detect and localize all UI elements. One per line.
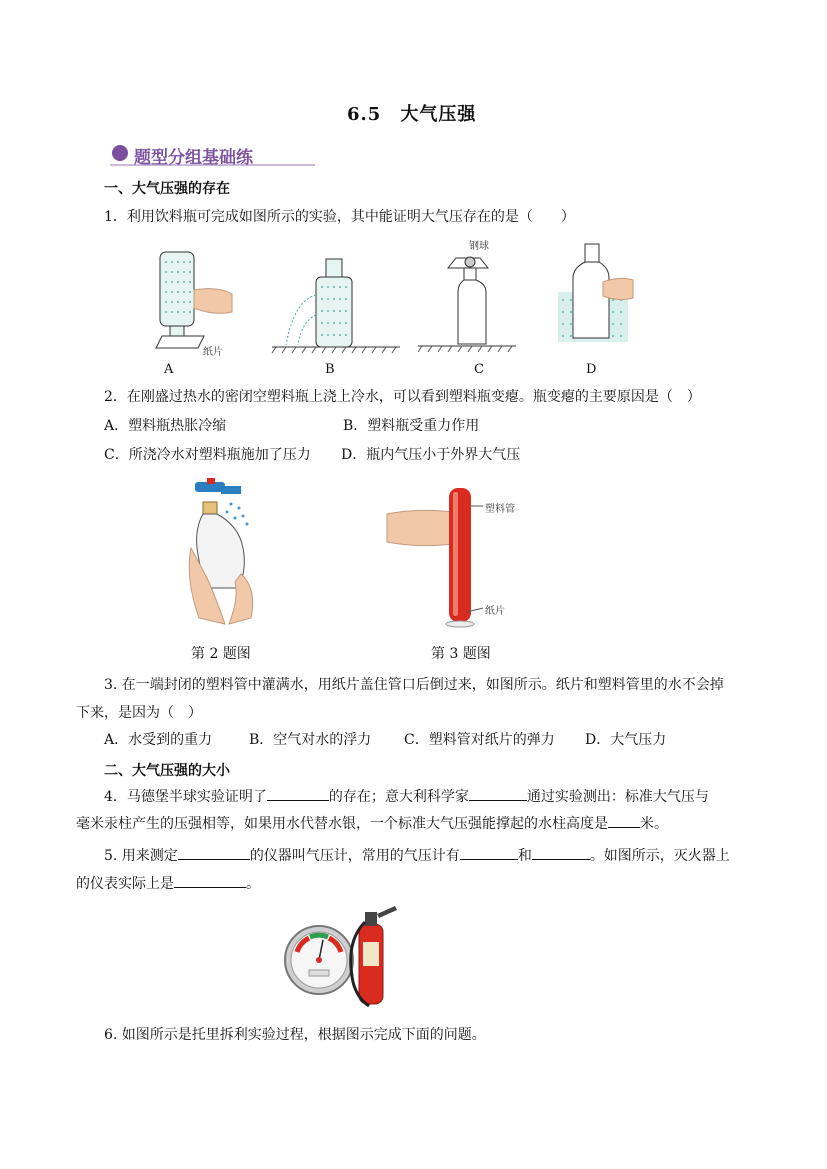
section-heading-2: 二、大气压强的大小 <box>104 763 230 779</box>
question-2: 2．在刚盛过热水的密闭空塑料瓶上浇上冷水，可以看到塑料瓶变瘪。瓶变瘪的主要原因是（ ） <box>104 389 701 405</box>
question-3-line-2: 下来，是因为（ ） <box>76 705 202 721</box>
figure-q3 <box>387 482 487 634</box>
question-2-option-c: C．所浇冷水对塑料瓶施加了压力 <box>104 447 311 463</box>
page-title: 6.5 大气压强 <box>347 104 477 125</box>
question-1: 1．利用饮料瓶可完成如图所示的实验，其中能证明大气压存在的是（ ） <box>104 209 575 225</box>
question-5-text-4: 。如图所示，灭火器上 <box>589 848 730 864</box>
question-5-text-6: 。 <box>246 876 260 892</box>
figure-q1-b <box>272 255 402 355</box>
question-2-option-d: D．瓶内气压小于外界大气压 <box>341 447 521 463</box>
answer-blank[interactable] <box>174 871 246 888</box>
figure-q2 <box>185 478 275 630</box>
question-5-line-2 <box>76 871 260 896</box>
answer-blank[interactable] <box>469 784 527 801</box>
question-4-text-2: 的存在；意大利科学家 <box>328 789 469 805</box>
question-4-line-1 <box>104 784 709 809</box>
figure-q1-label-a: A <box>164 362 174 377</box>
figure-q1-label-c: C <box>474 362 484 377</box>
figure-q3-caption: 第 3 题图 <box>431 646 491 662</box>
answer-blank[interactable] <box>460 843 518 860</box>
question-3-option-a: A．水受到的重力 <box>104 732 213 748</box>
question-4-text-1: 4．马德堡半球实验证明了 <box>104 789 267 805</box>
question-2-option-b: B．塑料瓶受重力作用 <box>343 418 480 434</box>
question-3-option-c: C．塑料管对纸片的弹力 <box>404 732 555 748</box>
answer-blank[interactable] <box>178 843 250 860</box>
answer-blank[interactable] <box>608 811 640 828</box>
question-3-line-1: 3. 在一端封闭的塑料管中灌满水，用纸片盖住管口后倒过来，如图所示。纸片和塑料管里的水不会掉 <box>104 677 724 693</box>
figure-q1-label-b: B <box>325 362 335 377</box>
question-6: 6. 如图所示是托里拆利实验过程，根据图示完成下面的问题。 <box>104 1027 486 1043</box>
section-heading-1: 一、大气压强的存在 <box>104 181 230 197</box>
figure-q3-paper-label: 纸片 <box>485 606 505 617</box>
question-3-option-b: B．空气对水的浮力 <box>249 732 372 748</box>
question-4-line-2 <box>76 811 668 836</box>
figure-q1-a <box>148 250 238 360</box>
question-4-text-3: 通过实验测出：标准大气压与 <box>526 789 709 805</box>
question-5-text-1: 5. 用来测定 <box>104 848 178 864</box>
figure-q5-extinguisher <box>283 902 403 1014</box>
figure-q1-d <box>553 242 633 350</box>
figure-q1-c-ball-label: 钢球 <box>469 241 489 252</box>
question-3-option-d: D．大气压力 <box>585 732 667 748</box>
figure-q3-tube-label: 塑料管 <box>485 504 515 515</box>
figure-q1-label-d: D <box>586 362 597 377</box>
figure-q1-a-paper-label: 纸片 <box>203 347 223 358</box>
answer-blank[interactable] <box>532 843 590 860</box>
question-5-line-1 <box>104 843 730 868</box>
figure-q2-caption: 第 2 题图 <box>191 646 251 662</box>
banner-title: 题型分组基础练 <box>134 148 253 168</box>
question-4-text-5: 米。 <box>640 816 668 832</box>
question-4-text-4: 毫米汞柱产生的压强相等，如果用水代替水银，一个标准大气压强能撑起的水柱高度是 <box>76 816 608 832</box>
question-2-option-a: A．塑料瓶热胀冷缩 <box>104 418 227 434</box>
question-5-text-5: 的仪表实际上是 <box>76 876 174 892</box>
question-5-text-2: 的仪器叫气压计，常用的气压计有 <box>249 848 460 864</box>
figure-q1-c <box>418 248 518 356</box>
answer-blank[interactable] <box>267 784 329 801</box>
question-5-text-3: 和 <box>517 848 532 864</box>
